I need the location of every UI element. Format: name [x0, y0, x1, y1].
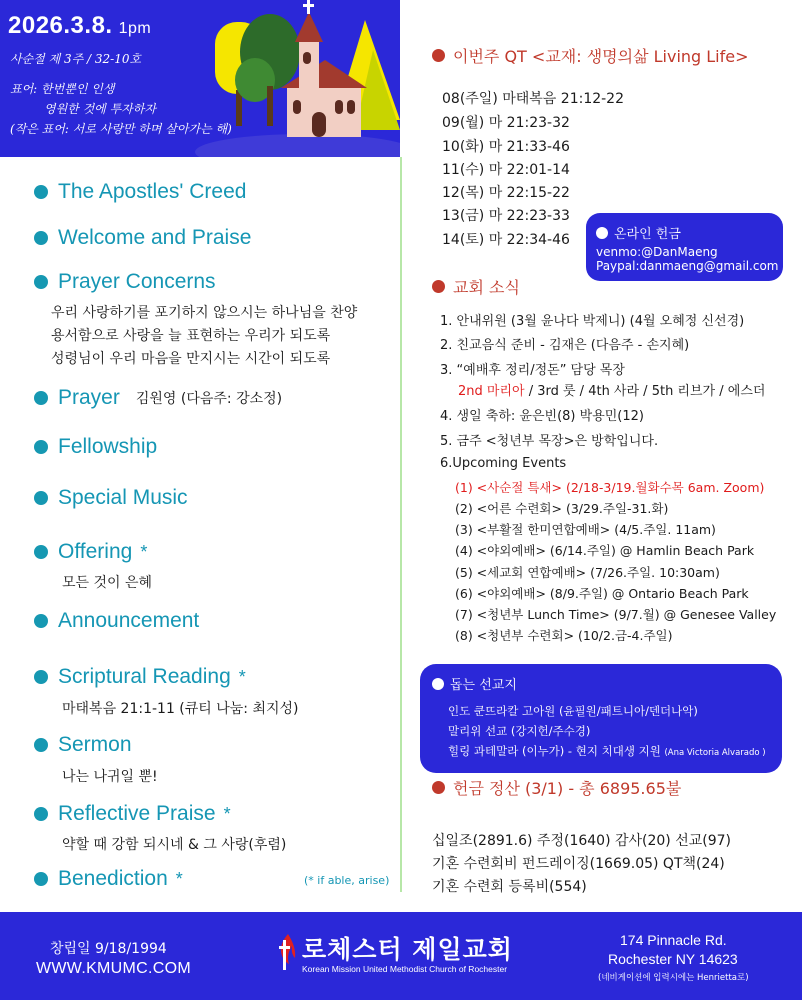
mission-item-text: 힐링 과테말라 (이누가) - 현지 치대생 지원	[448, 744, 665, 758]
news-heading	[432, 275, 520, 298]
cross-flame-icon	[277, 930, 297, 974]
finance-line: 기혼 수련회 등록비(554)	[432, 879, 587, 895]
cleanup-rest: / 3rd 룻 / 4th 사라 / 5th 리브가 / 에스더	[524, 384, 766, 399]
news-item: 1. 안내위원 (3월 윤나다 박제니) (4월 오혜정 신선경)	[440, 314, 745, 329]
order-benediction	[34, 867, 183, 891]
prayer-concern-line: 우리 사랑하기를 포기하지 않으시는 하나님을 찬양	[51, 305, 358, 321]
news-item: 6.Upcoming Events	[440, 456, 567, 471]
section-title: Reflective Praise	[58, 802, 216, 825]
finance-title: 헌금 정산 (3/1) - 총 6895.65불	[453, 779, 682, 798]
news-title: 교회 소식	[453, 278, 520, 297]
section-title: Sermon	[58, 733, 132, 756]
section-title: Benediction	[58, 867, 168, 890]
order-fellowship	[34, 435, 157, 459]
section-title: Announcement	[58, 609, 200, 632]
bullet-dot	[432, 280, 445, 293]
finance-line: 기혼 수련회비 펀드레이징(1669.05) QT책(24)	[432, 856, 725, 872]
order-apostles-creed	[34, 180, 246, 204]
news-item: 3. “예배후 정리/정돈” 담당 목장	[440, 363, 625, 378]
order-prayer	[34, 386, 282, 410]
qt-item: 11(수) 마 22:01-14	[442, 162, 570, 178]
church-english-name: Korean Mission United Methodist Church of Rochester	[302, 964, 508, 974]
scriptural-sub: 마태복음 21:1-11 (큐티 나눔: 최지성)	[62, 701, 299, 717]
order-offering	[34, 540, 147, 564]
news-item: 4. 생일 축하: 윤은빈(8) 박용민(12)	[440, 409, 644, 424]
bullet-dot	[596, 227, 608, 239]
section-title: Offering	[58, 540, 133, 563]
event-item: (8) <청년부 수련회> (10/2.금-4.주일)	[455, 628, 673, 643]
bullet-dot	[34, 231, 48, 245]
bullet-dot	[432, 678, 444, 690]
qt-item: 13(금) 마 22:23-33	[442, 208, 570, 224]
prayer-concern-line: 성령님이 우리 마음을 만지시는 시간이 되도록	[51, 351, 331, 367]
prayer-leader: 김원영 (다음주: 강소정)	[135, 391, 283, 407]
website-link[interactable]: WWW.KMUMC.COM	[36, 960, 191, 977]
bullet-dot	[34, 275, 48, 289]
finance-heading	[432, 776, 681, 799]
mission-item: 인도 쿤뜨라칼 고아원 (윤필원/패트니아/덴더나악)	[448, 704, 698, 718]
mission-item	[448, 741, 770, 763]
arise-star: *	[140, 541, 148, 562]
bullet-dot	[34, 545, 48, 559]
event-item: (2) <어른 수련회> (3/29.주일-31.화)	[455, 501, 669, 516]
event-item: (7) <청년부 Lunch Time> (9/7.월) @ Genesee Valley	[455, 607, 777, 622]
address-street: 174 Pinnacle Rd.	[620, 932, 727, 948]
news-item: 2. 친교음식 준비 - 김재은 (다음주 - 손지혜)	[440, 338, 690, 353]
service-time: 1pm	[118, 20, 152, 37]
bullet-dot	[34, 391, 48, 405]
qt-item: 12(목) 마 22:15-22	[442, 185, 570, 201]
event-item: (3) <부활절 한미연합예배> (4/5.주일. 11am)	[455, 522, 716, 537]
church-name: 로체스터 제일교회	[302, 935, 513, 964]
arise-note: (* if able, arise)	[304, 874, 390, 887]
cleanup-groups	[458, 380, 765, 399]
event-item: (5) <세교회 연합예배> (7/26.주일. 10:30am)	[455, 565, 720, 580]
order-announcement	[34, 609, 199, 633]
qt-title: 이번주 QT <교재: 생명의삶 Living Life>	[453, 47, 749, 66]
church-illustration	[195, 0, 400, 157]
order-sermon	[34, 733, 132, 757]
cleanup-highlight: 2nd 마리아	[458, 384, 525, 399]
bulletin-header	[0, 0, 400, 157]
address-nav-note: (네비게이션에 입력시에는 Henrietta로)	[598, 973, 749, 983]
bullet-dot	[34, 614, 48, 628]
section-title: Scriptural Reading	[58, 665, 231, 688]
motto-line-1: 표어: 한번뿐인 인생	[10, 82, 115, 96]
order-welcome-praise	[34, 226, 251, 250]
section-title: Welcome and Praise	[58, 226, 252, 249]
mission-item: 말리위 선교 (강지헌/주수경)	[448, 724, 591, 738]
bullet-dot	[34, 807, 48, 821]
qt-item: 09(월) 마 21:23-32	[442, 115, 570, 131]
news-item: 5. 금주 <청년부 목장>은 방학입니다.	[440, 434, 659, 449]
reflective-sub: 약할 때 강함 되시네 & 그 사랑(후렴)	[62, 837, 287, 853]
bullet-dot	[432, 781, 445, 794]
column-divider	[400, 157, 402, 892]
sermon-sub: 나는 나귀일 뿐!	[62, 769, 158, 785]
online-giving-box	[586, 213, 783, 281]
service-date	[8, 12, 151, 40]
order-reflective-praise	[34, 802, 231, 826]
section-title: Prayer	[58, 386, 120, 409]
offering-sub: 모든 것이 은혜	[62, 575, 153, 591]
order-special-music	[34, 486, 188, 510]
section-title: Prayer Concerns	[58, 270, 216, 293]
service-date-text: 2026.3.8.	[8, 12, 113, 39]
missions-box	[420, 664, 782, 773]
section-title: Special Music	[58, 486, 188, 509]
event-item: (1) <사순절 특새> (2/18-3/19.월화수목 6am. Zoom)	[455, 480, 765, 495]
arise-star: *	[238, 666, 246, 687]
missions-heading	[432, 674, 770, 693]
online-giving-heading	[596, 223, 773, 242]
section-title: Fellowship	[58, 435, 158, 458]
venmo-handle: venmo:@DanMaeng	[596, 245, 718, 259]
address-city: Rochester NY 14623	[608, 951, 738, 967]
qt-item: 14(토) 마 22:34-46	[442, 232, 570, 248]
bullet-dot	[34, 491, 48, 505]
finance-line: 십일조(2891.6) 주정(1640) 감사(20) 선교(97)	[432, 833, 732, 849]
bullet-dot	[34, 440, 48, 454]
bullet-dot	[432, 49, 445, 62]
missions-title: 돕는 선교지	[450, 678, 517, 693]
paypal-handle: Paypal:danmaeng@gmail.com	[596, 259, 779, 273]
motto-line-2: 영원한 것에 투자하자	[44, 102, 156, 116]
bullet-dot	[34, 185, 48, 199]
bullet-dot	[34, 872, 48, 886]
bullet-dot	[34, 670, 48, 684]
qt-item: 10(화) 마 21:33-46	[442, 139, 570, 155]
online-giving-title: 온라인 헌금	[614, 227, 681, 242]
founded-date: 창립일 9/18/1994	[50, 941, 167, 957]
event-item: (4) <야외예배> (6/14.주일) @ Hamlin Beach Park	[455, 543, 755, 558]
bulletin-footer	[0, 912, 802, 1000]
prayer-concern-line: 용서함으로 사랑을 늘 표현하는 우리가 되도록	[51, 328, 331, 344]
qt-item: 08(주일) 마태복음 21:12-22	[442, 91, 624, 107]
bullet-dot	[34, 738, 48, 752]
arise-star: *	[223, 803, 231, 824]
event-item: (6) <야외예배> (8/9.주일) @ Ontario Beach Park	[455, 586, 749, 601]
sub-motto: (작은 표어: 서로 사랑만 하며 살아가는 해)	[10, 122, 232, 136]
arise-star: *	[175, 868, 183, 889]
order-prayer-concerns	[34, 270, 216, 294]
lent-week: 사순절 제 3주 / 32-10호	[10, 52, 142, 66]
qt-heading	[432, 44, 749, 67]
order-scriptural-reading	[34, 665, 246, 689]
mission-item-note: (Ana Victoria Alvarado )	[664, 748, 766, 758]
section-title: The Apostles' Creed	[58, 180, 247, 203]
